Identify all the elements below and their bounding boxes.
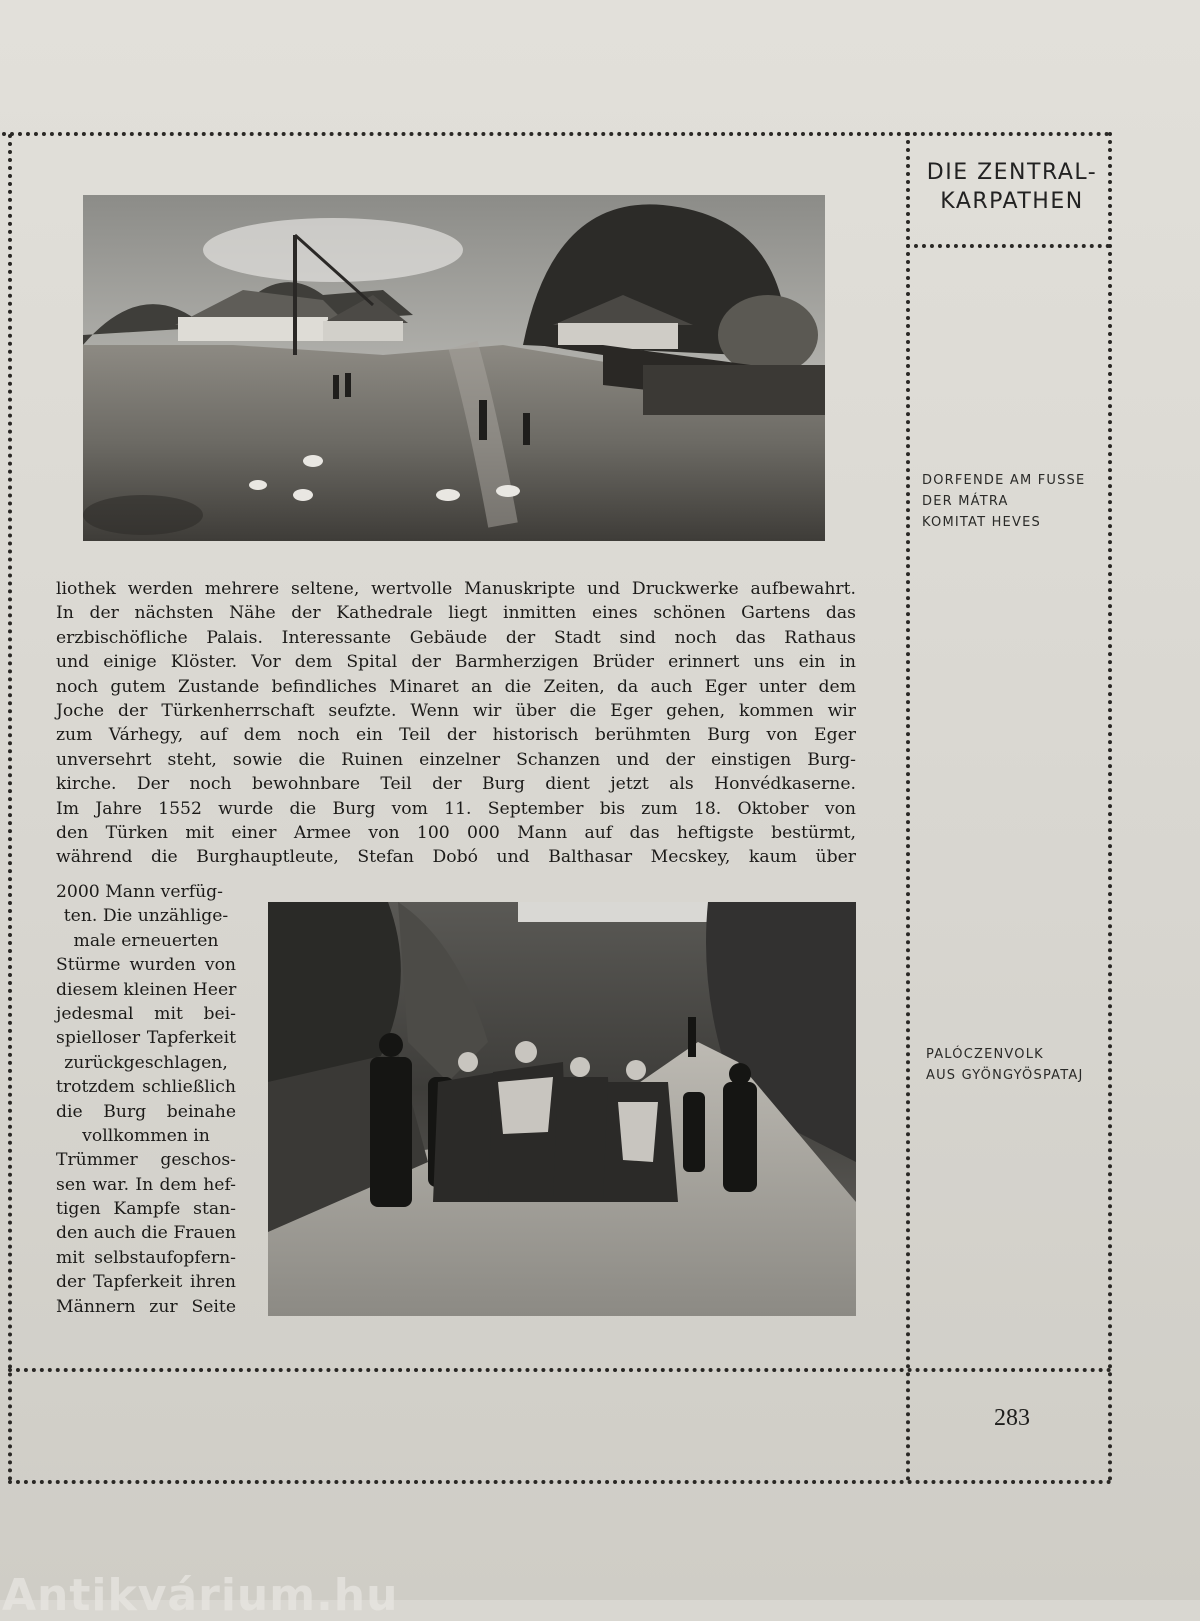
page-number: 283 <box>994 1405 1030 1431</box>
side-text-line: Stürme wurden von <box>56 955 236 976</box>
photo1-caption-line-3: KOMITAT HEVES <box>922 515 1041 530</box>
side-text-line: die Burg beinahe <box>56 1101 236 1122</box>
text-line: Im Jahre 1552 wurde die Burg vom 11. September bis zum 18. Oktober von <box>56 798 856 819</box>
side-text-line: ten. Die unzählige- <box>63 906 229 927</box>
text-line: und einige Klöster. Vor dem Spital der Barmherzigen Brüder erinnert uns ein in <box>56 652 856 673</box>
text-line: liothek werden mehrere seltene, wertvolle Manuskripte und Druckwerke aufbewahrt. <box>56 579 856 599</box>
side-text-line: diesem kleinen Heer <box>56 979 237 1000</box>
text-line: während die Burghauptleute, Stefan Dobó und Balthasar Mecskey, kaum über <box>56 847 856 868</box>
text-line: Joche der Türkenherrschaft seufzte. Wenn wir über die Eger gehen, kommen wir <box>56 700 856 721</box>
village-photo-image <box>83 195 825 541</box>
photo2-caption-line-2: AUS GYÖNGYÖSPATAJ <box>926 1068 1084 1083</box>
footer-divider <box>8 1368 1112 1372</box>
photo2-caption-line-1: PALÓCZENVOLK <box>926 1047 1044 1062</box>
watermark-text: Antikvárium.hu <box>2 1570 399 1621</box>
side-text-line: zurückgeschlagen, <box>64 1052 228 1073</box>
paloczen-photo <box>268 902 856 1316</box>
side-text-line: male erneuerten <box>73 930 219 951</box>
paloczen-photo-image <box>268 902 856 1316</box>
running-header <box>912 158 1112 216</box>
header-line-1: DIE ZENTRAL- <box>926 160 1098 185</box>
photo1-caption-line-1: DORFENDE AM FUSSE <box>922 473 1086 488</box>
margin-column-divider <box>906 132 910 1482</box>
frame-right-border <box>1108 132 1112 1482</box>
side-text-line: vollkommen in <box>82 1125 210 1146</box>
header-divider <box>906 244 1110 248</box>
side-text-line: Trümmer geschos- <box>56 1150 236 1171</box>
text-line: zum Várhegy, auf dem noch ein Teil der historisch berühmten Burg von Eger <box>56 725 856 746</box>
body-paragraph <box>56 577 856 870</box>
text-line: den Türken mit einer Armee von 100 000 Mann auf das heftigste bestürmt, <box>56 822 856 843</box>
frame-top-border <box>2 132 1110 136</box>
text-line: In der nächsten Nähe der Kathedrale liegt inmitten eines schönen Gartens das <box>56 603 856 624</box>
header-line-2: KARPATHEN <box>940 189 1084 214</box>
side-text-line: tigen Kampfe stan- <box>56 1199 236 1220</box>
text-line: unversehrt steht, sowie die Ruinen einzelner Schanzen und der einstigen Burg- <box>56 749 856 770</box>
side-text-line: spielloser Tapferkeit <box>56 1028 236 1049</box>
side-text-line: den auch die Frauen <box>56 1223 237 1244</box>
side-text-line: mit selbstaufopfern- <box>56 1247 236 1268</box>
frame-left-border <box>8 134 12 1482</box>
text-line: erzbischöfliche Palais. Interessante Gebäude der Stadt sind noch das Rathaus <box>56 627 856 648</box>
side-text-line: 2000 Mann verfüg- <box>56 882 223 902</box>
side-text-line: jedesmal mit bei- <box>56 1003 236 1024</box>
side-text-line: trotzdem schließlich <box>56 1077 236 1098</box>
side-text-line: sen war. In dem hef- <box>56 1174 236 1195</box>
photo1-caption <box>922 470 1085 533</box>
frame-bottom-border <box>8 1480 1112 1484</box>
side-text-line: Männern zur Seite <box>56 1296 236 1317</box>
text-line: noch gutem Zustande befindliches Minaret an die Zeiten, da auch Eger unter dem <box>56 676 856 697</box>
village-photo <box>83 195 825 541</box>
side-column-text <box>56 880 236 1319</box>
photo1-caption-line-2: DER MÁTRA <box>922 494 1009 509</box>
text-line: kirche. Der noch bewohnbare Teil der Burg dient jetzt als Honvédkaserne. <box>56 774 856 795</box>
photo2-caption <box>926 1044 1084 1086</box>
side-text-line: der Tapferkeit ihren <box>56 1272 236 1293</box>
